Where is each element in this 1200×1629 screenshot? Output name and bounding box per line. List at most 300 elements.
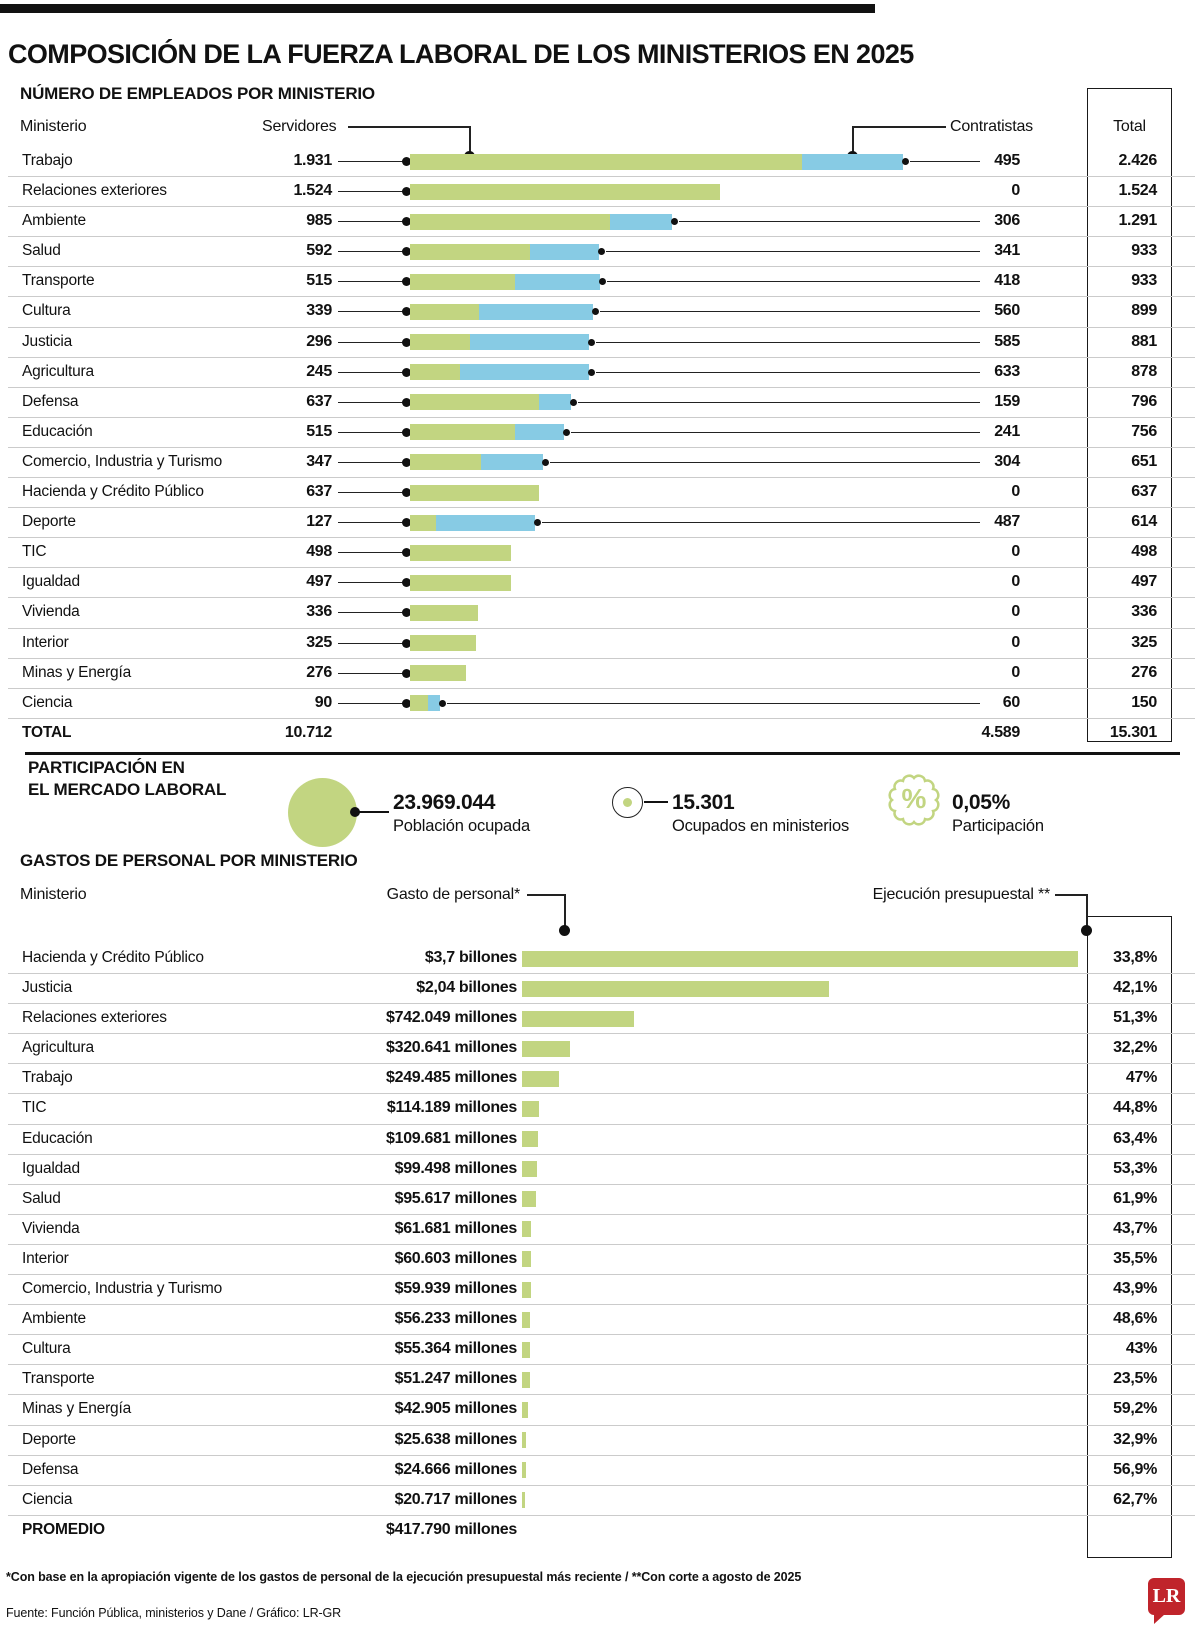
employees-section-heading: NÚMERO DE EMPLEADOS POR MINISTERIO: [20, 84, 375, 103]
gasto-bar: [522, 1011, 634, 1027]
gasto-value: $55.364 millones: [394, 1340, 517, 1358]
employee-row: [8, 448, 1195, 478]
leader-line: [338, 372, 404, 373]
employee-row: [8, 598, 1195, 628]
expense-row: [8, 1064, 1195, 1094]
total-value: 637: [1131, 483, 1157, 501]
servidores-value: 497: [306, 573, 332, 591]
leader-line: [606, 251, 980, 252]
expense-row: [8, 974, 1195, 1004]
ministry-label: Ambiente: [22, 212, 86, 230]
lr-logo: LR: [1148, 1578, 1185, 1615]
expense-row: [8, 1486, 1195, 1516]
total-value: 2.426: [1118, 152, 1157, 169]
total-value: 881: [1131, 332, 1157, 350]
servidores-bar: [410, 605, 478, 621]
ministry-label: TIC: [22, 1099, 47, 1117]
leader-line: [338, 342, 404, 343]
ministry-label: Agricultura: [22, 1039, 94, 1057]
gasto-value: $59.939 millones: [394, 1280, 517, 1298]
leader-line: [338, 191, 404, 192]
employee-bar: [410, 154, 903, 170]
ministry-label: Defensa: [22, 1460, 79, 1478]
contratistas-value: 585: [994, 332, 1020, 350]
employee-row: [8, 267, 1195, 297]
contratistas-callout-line: [852, 126, 946, 128]
total-value: 933: [1131, 272, 1157, 290]
servidores-value: 637: [306, 392, 332, 410]
poblacion-ocupada-circle-icon: [288, 778, 357, 847]
servidores-bar: [410, 184, 720, 200]
ejecucion-callout-line: [1086, 894, 1088, 926]
total-value: 899: [1131, 302, 1157, 320]
green-dot-icon: [623, 798, 632, 807]
ejecucion-callout-line: [1055, 894, 1087, 896]
contratistas-value: 418: [994, 272, 1020, 290]
expense-row: [8, 1395, 1195, 1425]
expense-row: [8, 1185, 1195, 1215]
ministry-label: Vivienda: [22, 1219, 80, 1237]
ministry-label: Salud: [22, 242, 61, 260]
servidores-value: 347: [306, 452, 332, 470]
leader-line: [910, 161, 980, 162]
contratistas-bar: [515, 274, 600, 290]
percent-glyph: %: [901, 783, 927, 814]
contratistas-value: 0: [1011, 663, 1020, 681]
employee-row: [8, 358, 1195, 388]
employee-row: [8, 237, 1195, 267]
poblacion-ocupada-label: Población ocupada: [393, 817, 530, 835]
employee-row: [8, 478, 1195, 508]
servidores-value: 245: [306, 362, 332, 380]
marker-dot: [534, 519, 541, 526]
expense-row: [8, 1094, 1195, 1124]
leader-line: [644, 801, 668, 803]
total-value: 756: [1131, 422, 1157, 440]
total-value: 878: [1131, 362, 1157, 380]
employee-row: [8, 568, 1195, 598]
contratistas-bar: [530, 244, 599, 260]
marker-dot: [902, 158, 909, 165]
servidores-bar: [410, 635, 476, 651]
ministry-label: Igualdad: [22, 573, 80, 591]
ejecucion-value: 51,3%: [1113, 1009, 1157, 1027]
gasto-value: $61.681 millones: [394, 1219, 517, 1237]
employee-bar: [410, 304, 593, 320]
column-gasto: Gasto de personal*: [386, 886, 520, 903]
contratistas-value: 304: [994, 452, 1020, 470]
employee-bar: [410, 454, 543, 470]
poblacion-ocupada-value: 23.969.044: [393, 791, 496, 814]
ministry-label: Trabajo: [22, 1069, 73, 1087]
gasto-bar: [522, 1221, 531, 1237]
gasto-bar: [522, 1101, 539, 1117]
ejecucion-value: 61,9%: [1113, 1189, 1157, 1207]
column-ministerio: Ministerio: [20, 886, 87, 903]
total-value: 614: [1131, 513, 1157, 531]
ministry-label: Justicia: [22, 979, 73, 997]
expense-row: [8, 1034, 1195, 1064]
gasto-value: $3,7 billones: [424, 949, 517, 966]
contratistas-bar: [436, 515, 535, 531]
gasto-bar: [522, 1432, 526, 1448]
ministry-label: Defensa: [22, 392, 79, 410]
employee-row: [8, 388, 1195, 418]
gasto-value: $20.717 millones: [394, 1490, 517, 1508]
servidores-bar: [410, 665, 466, 681]
employee-bar: [410, 485, 539, 501]
servidores-value: 339: [306, 302, 332, 320]
servidores-value: 1.931: [293, 152, 332, 169]
contratistas-value: 560: [994, 302, 1020, 320]
ejecucion-value: 56,9%: [1113, 1460, 1157, 1478]
ejecucion-value: 32,2%: [1113, 1039, 1157, 1057]
marker-dot: [588, 369, 595, 376]
leader-line: [338, 643, 404, 644]
expense-row: [8, 1245, 1195, 1275]
employee-bar: [410, 665, 466, 681]
expense-row: [8, 1335, 1195, 1365]
gasto-value: $56.233 millones: [394, 1310, 517, 1328]
servidores-bar: [410, 364, 460, 380]
ministry-label: TIC: [22, 543, 47, 561]
gasto-value: $417.790 millones: [386, 1520, 517, 1538]
total-value: 336: [1131, 603, 1157, 621]
total-value: 1.291: [1118, 212, 1157, 230]
marker-dot: [599, 278, 606, 285]
contratistas-bar: [515, 424, 564, 440]
footnote: *Con base en la apropiación vigente de los gastos de personal de la ejecución presupuestal más reciente / **Con corte a agosto de 2025: [6, 1570, 802, 1584]
servidores-bar: [410, 214, 610, 230]
column-ministerio: Ministerio: [20, 118, 87, 135]
section-divider: [25, 752, 1180, 755]
total-value: 15.301: [1109, 723, 1157, 741]
gasto-value: $320.641 millones: [386, 1039, 517, 1057]
total-value: 276: [1131, 663, 1157, 681]
gasto-value: $2,04 billones: [416, 979, 517, 997]
ministry-label: Justicia: [22, 332, 73, 350]
employees-total-row: [8, 719, 1195, 748]
ministry-label: Comercio, Industria y Turismo: [22, 452, 223, 470]
column-contratistas: Contratistas: [950, 118, 1033, 135]
employee-row: [8, 538, 1195, 568]
participation-heading-line2: EL MERCADO LABORAL: [28, 780, 227, 799]
leader-line: [338, 281, 404, 282]
servidores-value: 276: [306, 663, 332, 681]
marker-dot: [598, 248, 605, 255]
gasto-value: $60.603 millones: [394, 1249, 517, 1267]
expense-row: [8, 1275, 1195, 1305]
ministry-label: Minas y Energía: [22, 663, 131, 681]
servidores-value: 90: [314, 693, 332, 711]
total-value: 150: [1131, 693, 1157, 711]
contratistas-value: 0: [1011, 573, 1020, 591]
leader-line: [359, 811, 389, 813]
marker-dot: [592, 308, 599, 315]
ejecucion-value: 33,8%: [1113, 949, 1157, 966]
employee-bar: [410, 214, 672, 230]
gasto-value: $95.617 millones: [394, 1189, 517, 1207]
ejecucion-value: 43,9%: [1113, 1280, 1157, 1298]
leader-line: [338, 522, 404, 523]
employee-bar: [410, 605, 478, 621]
ministry-label: Salud: [22, 1189, 61, 1207]
marker-dot: [671, 218, 678, 225]
contratistas-bar: [802, 154, 903, 170]
contratistas-value: 4.589: [981, 723, 1020, 741]
ministry-label: Relaciones exteriores: [22, 1009, 167, 1027]
servidores-bar: [410, 695, 428, 711]
total-value: 498: [1131, 543, 1157, 561]
gasto-value: $24.666 millones: [394, 1460, 517, 1478]
leader-line: [571, 432, 980, 433]
expense-row: [8, 1155, 1195, 1185]
ejecucion-value: 63,4%: [1113, 1129, 1157, 1147]
servidores-value: 592: [306, 242, 332, 260]
leader-line: [338, 432, 404, 433]
gasto-bar: [522, 1372, 530, 1388]
contratistas-value: 159: [994, 392, 1020, 410]
gasto-callout-line: [564, 894, 566, 926]
ejecucion-value: 62,7%: [1113, 1490, 1157, 1508]
servidores-bar: [410, 575, 511, 591]
total-value: 325: [1131, 633, 1157, 651]
leader-line: [338, 492, 404, 493]
participacion-label: Participación: [952, 817, 1044, 835]
gasto-bar: [522, 1041, 570, 1057]
column-total: Total: [1113, 118, 1146, 135]
total-value: 1.524: [1118, 182, 1157, 200]
contratistas-value: 0: [1011, 543, 1020, 561]
gasto-bar: [522, 981, 829, 997]
leader-line: [607, 281, 980, 282]
expense-row: [8, 1305, 1195, 1335]
servidores-value: 985: [306, 212, 332, 230]
servidores-value: 336: [306, 603, 332, 621]
ejecucion-value: 43,7%: [1113, 1219, 1157, 1237]
ejecucion-value: 42,1%: [1113, 979, 1157, 997]
gasto-bar: [522, 1251, 531, 1267]
expense-row: [8, 1365, 1195, 1395]
leader-line: [338, 251, 404, 252]
ministry-label: Interior: [22, 1249, 69, 1267]
ejecucion-value: 47%: [1125, 1069, 1157, 1087]
ejecucion-value: 48,6%: [1113, 1310, 1157, 1328]
employee-row: [8, 177, 1195, 207]
employee-bar: [410, 424, 564, 440]
ejecucion-value: 43%: [1125, 1340, 1157, 1358]
ministry-label: Transporte: [22, 1370, 95, 1388]
employee-row: [8, 147, 1195, 177]
leader-line: [338, 552, 404, 553]
gasto-value: $109.681 millones: [386, 1129, 517, 1147]
contratistas-value: 0: [1011, 182, 1020, 200]
servidores-bar: [410, 244, 530, 260]
servidores-bar: [410, 515, 436, 531]
total-value: 796: [1131, 392, 1157, 410]
contratistas-value: 0: [1011, 633, 1020, 651]
expense-row: [8, 1426, 1195, 1456]
ministry-label: TOTAL: [22, 723, 72, 741]
servidores-bar: [410, 545, 511, 561]
contratistas-value: 487: [994, 513, 1020, 531]
ministry-label: Transporte: [22, 272, 95, 290]
ministry-label: Deporte: [22, 513, 76, 531]
total-value: 651: [1131, 452, 1157, 470]
ejecucion-value: 23,5%: [1113, 1370, 1157, 1388]
ministry-label: Cultura: [22, 302, 71, 320]
servidores-bar: [410, 454, 481, 470]
ejecucion-value: 59,2%: [1113, 1400, 1157, 1418]
leader-line: [338, 161, 404, 162]
employee-bar: [410, 334, 589, 350]
ocupados-ministerios-value: 15.301: [672, 791, 735, 814]
employee-row: [8, 629, 1195, 659]
leader-line: [338, 402, 404, 403]
expense-row: [8, 1456, 1195, 1486]
servidores-value: 10.712: [284, 723, 332, 741]
participation-heading-line1: PARTICIPACIÓN EN: [28, 758, 185, 777]
servidores-value: 637: [306, 483, 332, 501]
gasto-bar: [522, 1191, 536, 1207]
leader-line: [447, 703, 980, 704]
page-title: COMPOSICIÓN DE LA FUERZA LABORAL DE LOS MINISTERIOS EN 2025: [8, 39, 914, 70]
servidores-value: 127: [306, 513, 332, 531]
ministry-label: Comercio, Industria y Turismo: [22, 1280, 223, 1298]
gasto-bar: [522, 1402, 528, 1418]
ministry-label: Agricultura: [22, 362, 94, 380]
expense-row: [8, 1004, 1195, 1034]
servidores-bar: [410, 424, 515, 440]
gasto-value: $249.485 millones: [386, 1069, 517, 1087]
servidores-value: 515: [306, 272, 332, 290]
gasto-marker-dot: [559, 925, 570, 936]
percent-badge-icon: [884, 770, 944, 830]
ocupados-ministerios-label: Ocupados en ministerios: [672, 817, 849, 835]
expense-row: [8, 1125, 1195, 1155]
leader-line: [596, 372, 980, 373]
employee-bar: [410, 695, 440, 711]
gasto-value: $99.498 millones: [394, 1159, 517, 1177]
column-servidores: Servidores: [262, 118, 337, 135]
servidores-value: 325: [306, 633, 332, 651]
ministry-label: Cultura: [22, 1340, 71, 1358]
total-value: 933: [1131, 242, 1157, 260]
leader-line: [338, 673, 404, 674]
employee-bar: [410, 394, 571, 410]
ministry-label: Hacienda y Crédito Público: [22, 949, 204, 966]
gasto-bar: [522, 1312, 530, 1328]
ministry-label: Trabajo: [22, 152, 73, 169]
contratistas-bar: [610, 214, 672, 230]
gasto-bar: [522, 1131, 538, 1147]
ministry-label: Vivienda: [22, 603, 80, 621]
leader-line: [338, 582, 404, 583]
expenses-section-heading: GASTOS DE PERSONAL POR MINISTERIO: [20, 851, 358, 870]
gasto-value: $42.905 millones: [394, 1400, 517, 1418]
marker-dot: [570, 399, 577, 406]
leader-line: [679, 221, 980, 222]
ministry-label: Ambiente: [22, 1310, 86, 1328]
leader-line: [550, 462, 980, 463]
leader-line: [600, 311, 980, 312]
employee-bar: [410, 364, 589, 380]
employee-bar: [410, 274, 600, 290]
servidores-bar: [410, 334, 470, 350]
servidores-bar: [410, 154, 802, 170]
employee-bar: [410, 515, 535, 531]
contratistas-bar: [479, 304, 593, 320]
marker-dot: [439, 700, 446, 707]
gasto-value: $114.189 millones: [386, 1099, 517, 1117]
ejecucion-marker-dot: [1081, 925, 1092, 936]
servidores-value: 296: [306, 332, 332, 350]
employee-row: [8, 418, 1195, 448]
leader-line: [596, 342, 980, 343]
ministry-label: Relaciones exteriores: [22, 182, 167, 200]
gasto-value: $742.049 millones: [386, 1009, 517, 1027]
servidores-value: 515: [306, 422, 332, 440]
contratistas-bar: [470, 334, 589, 350]
gasto-bar: [522, 1342, 530, 1358]
ministry-label: Educación: [22, 422, 93, 440]
gasto-bar: [522, 1282, 531, 1298]
leader-line: [542, 522, 980, 523]
contratistas-value: 0: [1011, 483, 1020, 501]
employee-bar: [410, 635, 476, 651]
employee-row: [8, 508, 1195, 538]
contratistas-bar: [539, 394, 571, 410]
contratistas-value: 495: [994, 152, 1020, 169]
ministry-label: Deporte: [22, 1430, 76, 1448]
ministry-label: Ciencia: [22, 1490, 73, 1508]
servidores-value: 498: [306, 543, 332, 561]
ejecucion-value: 53,3%: [1113, 1159, 1157, 1177]
expense-row: [8, 1215, 1195, 1245]
contratistas-bar: [481, 454, 543, 470]
expense-row: [8, 944, 1195, 974]
column-ejecucion: Ejecución presupuestal **: [872, 886, 1050, 903]
employee-row: [8, 328, 1195, 358]
leader-line: [338, 311, 404, 312]
ministry-label: PROMEDIO: [22, 1520, 105, 1538]
contratistas-value: 341: [994, 242, 1020, 260]
ministry-label: Ciencia: [22, 693, 73, 711]
ejecucion-value: 44,8%: [1113, 1099, 1157, 1117]
servidores-bar: [410, 394, 539, 410]
ocupados-ministerios-circle-icon: [612, 787, 643, 818]
employees-table: [8, 147, 1195, 748]
servidores-bar: [410, 274, 515, 290]
participacion-value: 0,05%: [952, 791, 1011, 814]
contratistas-value: 0: [1011, 603, 1020, 621]
ejecucion-value: 35,5%: [1113, 1249, 1157, 1267]
ministry-label: Minas y Energía: [22, 1400, 131, 1418]
gasto-value: $51.247 millones: [394, 1370, 517, 1388]
employee-row: [8, 207, 1195, 237]
gasto-value: $25.638 millones: [394, 1430, 517, 1448]
servidores-callout-line: [348, 126, 470, 128]
gasto-callout-line: [527, 894, 565, 896]
employee-row: [8, 689, 1195, 719]
ministry-label: Igualdad: [22, 1159, 80, 1177]
leader-line: [338, 221, 404, 222]
expenses-average-row: [8, 1516, 1195, 1545]
expenses-table: [8, 944, 1195, 1545]
contratistas-value: 60: [1002, 693, 1020, 711]
ministry-label: Hacienda y Crédito Público: [22, 483, 204, 501]
servidores-value: 1.524: [293, 182, 332, 200]
